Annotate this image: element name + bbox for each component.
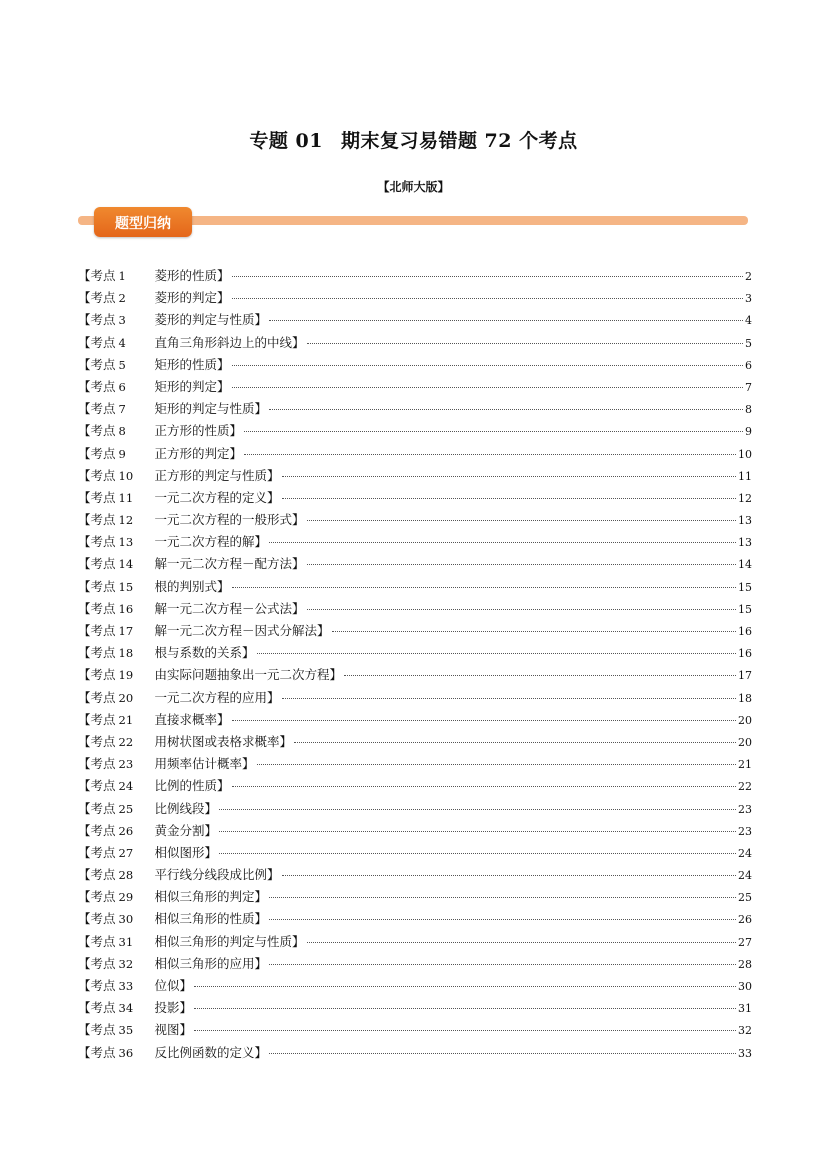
toc-entry[interactable]: [78, 488, 752, 510]
toc-entry-number: 3: [118, 313, 126, 328]
toc-entry-page: 31: [738, 1002, 752, 1016]
toc-entry-number: 19: [118, 668, 134, 683]
toc-dot-leader: [282, 476, 736, 477]
toc-entry-page: 8: [745, 403, 752, 417]
toc-entry-title: 解一元二次方程－配方法: [154, 556, 293, 572]
toc-entry[interactable]: [78, 799, 752, 821]
toc-entry-number: 10: [118, 468, 134, 483]
toc-entry-number: 31: [118, 934, 134, 949]
toc-open-bracket: 【: [78, 556, 91, 572]
toc-open-bracket: 【: [78, 578, 91, 594]
toc-dot-leader: [257, 764, 736, 765]
toc-open-bracket: 【: [78, 667, 91, 683]
toc-entry-page: 23: [738, 802, 752, 816]
toc-entry-number: 1: [118, 269, 126, 283]
toc-entry-title: 相似三角形的应用: [154, 955, 255, 971]
toc-dot-leader: [332, 631, 736, 632]
toc-open-bracket: 【: [78, 1022, 91, 1038]
toc-prefix: 考点: [90, 556, 116, 572]
toc-entry[interactable]: [78, 732, 752, 754]
toc-entry-number: 15: [118, 579, 134, 594]
toc-entry-title: 解一元二次方程－因式分解法: [154, 623, 318, 638]
toc-prefix: 考点: [90, 822, 116, 838]
toc-dot-leader: [257, 653, 736, 654]
toc-entry-title: 黄金分割: [154, 822, 205, 838]
toc-entry-number: 14: [118, 557, 134, 572]
toc-close-bracket: 】: [217, 356, 230, 372]
toc-entry-title: 相似三角形的判定与性质: [154, 933, 293, 949]
toc-entry-number: 20: [118, 690, 134, 705]
toc-dot-leader: [282, 498, 736, 499]
toc-close-bracket: 】: [292, 600, 305, 616]
toc-entry-page: 3: [745, 292, 752, 306]
toc-prefix: 考点: [90, 889, 116, 905]
toc-prefix: 考点: [90, 978, 116, 993]
toc-entry-page: 25: [738, 891, 752, 905]
toc-entry-title: 直接求概率: [154, 711, 218, 727]
toc-entry-title: 菱形的性质: [154, 268, 218, 283]
toc-dot-leader: [244, 431, 743, 432]
toc-entry-title: 相似图形: [154, 844, 205, 860]
toc-entry[interactable]: [78, 355, 752, 377]
toc-close-bracket: 】: [179, 1000, 193, 1016]
toc-dot-leader: [232, 720, 736, 721]
toc-entry-number: 34: [118, 1001, 134, 1016]
toc-prefix: 考点: [90, 334, 116, 350]
toc-close-bracket: 】: [254, 955, 268, 971]
toc-entry[interactable]: [78, 976, 752, 998]
toc-close-bracket: 】: [254, 534, 268, 550]
toc-open-bracket: 【: [78, 1044, 91, 1060]
toc-entry-number: 36: [118, 1045, 134, 1060]
toc-prefix: 考点: [90, 445, 116, 461]
toc-open-bracket: 【: [78, 467, 91, 483]
toc-entry-title: 用树状图或表格求概率: [154, 733, 280, 749]
toc-dot-leader: [232, 387, 743, 388]
toc-open-bracket: 【: [78, 401, 91, 417]
toc-dot-leader: [282, 698, 736, 699]
toc-open-bracket: 【: [78, 600, 91, 616]
toc-entry[interactable]: [78, 643, 752, 665]
toc-prefix: 考点: [90, 689, 116, 705]
toc-entry[interactable]: [78, 776, 752, 798]
toc-entry[interactable]: [78, 843, 752, 865]
toc-entry-title: 视图: [154, 1022, 180, 1038]
toc-dot-leader: [307, 343, 743, 344]
toc-entry-page: 5: [745, 336, 752, 350]
section-banner: [94, 207, 192, 237]
toc-entry-number: 4: [118, 335, 126, 350]
toc-entry-page: 7: [745, 380, 752, 394]
toc-close-bracket: 】: [254, 401, 268, 417]
toc-entry[interactable]: [78, 954, 752, 976]
toc-prefix: 考点: [90, 623, 116, 638]
toc-open-bracket: 【: [78, 955, 91, 971]
toc-entry-page: 20: [738, 713, 752, 727]
toc-prefix: 考点: [90, 534, 116, 550]
toc-prefix: 考点: [90, 312, 116, 328]
toc-entry-title: 一元二次方程的定义: [154, 489, 268, 505]
toc-entry-title: 一元二次方程的解: [154, 534, 255, 550]
toc-open-bracket: 【: [78, 445, 91, 461]
toc-dot-leader: [232, 587, 736, 588]
toc-prefix: 考点: [90, 867, 116, 883]
toc-entry-page: 23: [738, 824, 752, 838]
toc-entry-number: 9: [118, 446, 126, 461]
toc-entry[interactable]: [78, 421, 752, 443]
toc-close-bracket: 】: [292, 933, 305, 949]
edition-label: 【北师大版】: [377, 180, 450, 194]
toc-entry[interactable]: [78, 909, 752, 931]
toc-entry-number: 22: [118, 734, 134, 749]
section-banner-label: 题型归纳: [115, 216, 171, 232]
toc-prefix: 考点: [90, 1044, 116, 1060]
toc-close-bracket: 】: [217, 778, 230, 794]
toc-dot-leader: [269, 964, 736, 965]
toc-entry[interactable]: [78, 266, 752, 288]
toc-entry-title: 根与系数的关系: [154, 645, 243, 661]
toc-dot-leader: [219, 831, 736, 832]
toc-open-bracket: 【: [78, 312, 91, 328]
toc-close-bracket: 】: [292, 556, 305, 572]
toc-entry-title: 解一元二次方程－公式法: [154, 600, 293, 616]
toc-entry-number: 5: [118, 357, 126, 372]
toc-prefix: 考点: [90, 1000, 116, 1016]
toc-prefix: 考点: [90, 489, 116, 505]
toc-entry-page: 10: [738, 447, 752, 461]
toc-close-bracket: 】: [204, 822, 218, 838]
toc-close-bracket: 】: [217, 711, 230, 727]
toc-entry-page: 32: [738, 1024, 752, 1038]
toc-dot-leader: [219, 853, 736, 854]
toc-close-bracket: 】: [217, 268, 230, 283]
toc-entry[interactable]: [78, 288, 752, 310]
toc-entry-number: 12: [118, 513, 134, 528]
toc-prefix: 考点: [90, 600, 116, 616]
toc-entry-title: 反比例函数的定义: [154, 1044, 255, 1060]
toc-entry-title: 相似三角形的判定: [154, 889, 255, 905]
toc-open-bracket: 【: [78, 822, 91, 838]
toc-close-bracket: 】: [267, 867, 280, 883]
toc-entry-page: 24: [738, 869, 752, 883]
toc-open-bracket: 【: [78, 489, 91, 505]
toc-open-bracket: 【: [78, 889, 91, 905]
toc-entry-page: 30: [738, 980, 752, 993]
toc-open-bracket: 【: [78, 512, 91, 528]
toc-entry[interactable]: [78, 865, 752, 887]
toc-entry-title: 用频率估计概率: [154, 756, 243, 772]
toc-entry-page: 15: [738, 580, 752, 594]
toc-prefix: 考点: [90, 578, 116, 594]
toc-entry[interactable]: [78, 399, 752, 421]
toc-entry[interactable]: [78, 599, 752, 621]
toc-entry-page: 11: [738, 469, 752, 483]
toc-open-bracket: 【: [78, 800, 91, 816]
toc-entry[interactable]: [78, 621, 752, 643]
page-title: [0, 126, 827, 153]
toc-entry-number: 25: [118, 801, 134, 816]
toc-prefix: 考点: [90, 756, 116, 772]
toc-prefix: 考点: [90, 512, 116, 528]
toc-open-bracket: 【: [78, 911, 91, 927]
toc-prefix: 考点: [90, 1022, 116, 1038]
toc-dot-leader: [294, 742, 736, 743]
toc-entry-page: 24: [738, 846, 752, 860]
toc-dot-leader: [307, 942, 736, 943]
toc-entry-number: 27: [118, 845, 134, 860]
toc-dot-leader: [282, 875, 736, 876]
toc-entry-number: 33: [118, 979, 134, 993]
toc-entry-number: 18: [118, 646, 134, 661]
toc-entry-number: 24: [118, 779, 134, 794]
toc-entry[interactable]: [78, 554, 752, 576]
toc-entry[interactable]: [78, 310, 752, 332]
toc-close-bracket: 】: [254, 889, 268, 905]
toc-open-bracket: 【: [78, 733, 91, 749]
toc-open-bracket: 【: [78, 534, 91, 550]
toc-prefix: 考点: [90, 933, 116, 949]
toc-prefix: 考点: [90, 711, 116, 727]
toc-dot-leader: [269, 320, 743, 321]
toc-entry-title: 相似三角形的性质: [154, 911, 255, 927]
toc-entry-page: 16: [738, 625, 752, 638]
toc-entry[interactable]: [78, 333, 752, 355]
toc-entry-title: 由实际问题抽象出一元二次方程: [154, 667, 330, 683]
toc-open-bracket: 【: [78, 844, 91, 860]
toc-entry-page: 15: [738, 602, 752, 616]
toc-prefix: 考点: [90, 268, 116, 283]
toc-entry[interactable]: [78, 998, 752, 1020]
toc-entry[interactable]: [78, 665, 752, 687]
toc-dot-leader: [232, 365, 743, 366]
toc-open-bracket: 【: [78, 689, 91, 705]
toc-prefix: 考点: [90, 667, 116, 683]
toc-prefix: 考点: [90, 645, 116, 661]
toc-entry-page: 4: [745, 314, 752, 328]
toc-entry-title: 菱形的判定: [154, 290, 218, 306]
toc-entry-page: 6: [745, 358, 752, 372]
toc-entry-title: 比例的性质: [154, 778, 218, 794]
toc-entry-title: 菱形的判定与性质: [154, 312, 255, 328]
toc-entry-number: 2: [118, 291, 126, 306]
toc-dot-leader: [194, 1030, 736, 1031]
toc-entry[interactable]: [78, 377, 752, 399]
toc-prefix: 考点: [90, 356, 116, 372]
toc-entry[interactable]: [78, 444, 752, 466]
toc-entry-page: 9: [745, 425, 752, 439]
toc-close-bracket: 】: [267, 489, 280, 505]
toc-dot-leader: [269, 1053, 736, 1054]
toc-entry-number: 11: [118, 490, 134, 505]
toc-prefix: 考点: [90, 778, 116, 794]
toc-entry-title: 平行线分线段成比例: [154, 867, 268, 883]
toc-entry-number: 8: [118, 424, 126, 439]
toc-entry[interactable]: [78, 821, 752, 843]
toc-dot-leader: [269, 919, 736, 920]
toc-open-bracket: 【: [78, 378, 91, 394]
toc-close-bracket: 】: [292, 512, 305, 528]
toc-entry-title: 一元二次方程的一般形式: [154, 512, 293, 528]
toc-entry-number: 28: [118, 868, 134, 883]
toc-entry-page: 14: [738, 558, 752, 572]
title-main: 期末复习易错题 72 个考点: [340, 130, 578, 152]
toc-dot-leader: [194, 986, 736, 987]
toc-entry-title: 矩形的判定: [154, 378, 218, 394]
toc-dot-leader: [232, 298, 743, 299]
toc-open-bracket: 【: [78, 978, 91, 993]
toc-dot-leader: [269, 542, 736, 543]
toc-close-bracket: 】: [279, 733, 293, 749]
toc-dot-leader: [194, 1008, 736, 1009]
toc-entry-number: 26: [118, 823, 134, 838]
toc-entry-number: 16: [118, 601, 134, 616]
toc-entry-number: 21: [118, 712, 134, 727]
toc-entry-number: 17: [118, 624, 134, 638]
toc-open-bracket: 【: [78, 933, 91, 949]
toc-entry-title: 投影: [154, 1000, 180, 1016]
toc-close-bracket: 】: [254, 1044, 268, 1060]
toc-prefix: 考点: [90, 423, 116, 439]
toc-entry-page: 22: [738, 780, 752, 794]
toc-close-bracket: 】: [229, 423, 243, 439]
toc-dot-leader: [307, 609, 736, 610]
toc-close-bracket: 】: [254, 312, 268, 328]
toc-close-bracket: 】: [317, 623, 330, 638]
toc-open-bracket: 【: [78, 268, 91, 283]
table-of-contents: [78, 266, 752, 1065]
toc-entry-title: 一元二次方程的应用: [154, 689, 268, 705]
toc-entry[interactable]: [78, 510, 752, 532]
toc-close-bracket: 】: [267, 689, 280, 705]
toc-prefix: 考点: [90, 467, 116, 483]
toc-close-bracket: 】: [242, 645, 255, 661]
toc-close-bracket: 】: [329, 667, 343, 683]
toc-open-bracket: 【: [78, 423, 91, 439]
toc-dot-leader: [269, 409, 743, 410]
toc-open-bracket: 【: [78, 711, 91, 727]
toc-prefix: 考点: [90, 733, 116, 749]
toc-entry-page: 16: [738, 647, 752, 661]
toc-close-bracket: 】: [179, 978, 193, 993]
toc-entry[interactable]: [78, 1043, 752, 1065]
toc-close-bracket: 】: [179, 1022, 193, 1038]
toc-close-bracket: 】: [254, 911, 268, 927]
toc-open-bracket: 【: [78, 290, 91, 306]
toc-entry[interactable]: [78, 710, 752, 732]
toc-open-bracket: 【: [78, 356, 91, 372]
toc-close-bracket: 】: [217, 578, 230, 594]
toc-open-bracket: 【: [78, 623, 91, 638]
toc-entry-number: 23: [118, 757, 134, 772]
toc-entry-title: 正方形的性质: [154, 423, 230, 439]
toc-dot-leader: [232, 786, 736, 787]
toc-open-bracket: 【: [78, 756, 91, 772]
toc-close-bracket: 】: [204, 800, 218, 816]
toc-entry[interactable]: [78, 932, 752, 954]
toc-open-bracket: 【: [78, 1000, 91, 1016]
toc-prefix: 考点: [90, 911, 116, 927]
toc-close-bracket: 】: [204, 844, 218, 860]
toc-dot-leader: [344, 675, 736, 676]
toc-entry-page: 27: [738, 935, 752, 949]
toc-entry[interactable]: [78, 1020, 752, 1042]
toc-entry-page: 18: [738, 691, 752, 705]
toc-entry-title: 正方形的判定与性质: [154, 467, 268, 483]
toc-open-bracket: 【: [78, 645, 91, 661]
toc-entry[interactable]: [78, 688, 752, 710]
toc-entry-title: 正方形的判定: [154, 445, 230, 461]
toc-prefix: 考点: [90, 401, 116, 417]
toc-entry-number: 35: [118, 1023, 134, 1038]
toc-close-bracket: 】: [217, 378, 230, 394]
toc-entry-title: 矩形的判定与性质: [154, 401, 255, 417]
toc-entry-page: 21: [738, 758, 752, 772]
title-prefix: 专题 01: [249, 130, 323, 152]
toc-open-bracket: 【: [78, 867, 91, 883]
toc-entry-title: 位似: [154, 978, 180, 993]
toc-entry-page: 33: [738, 1046, 752, 1060]
toc-entry[interactable]: [78, 577, 752, 599]
toc-entry-number: 29: [118, 890, 134, 905]
toc-entry-page: 13: [738, 536, 752, 550]
toc-entry-title: 比例线段: [154, 800, 205, 816]
toc-entry-number: 32: [118, 956, 134, 971]
toc-close-bracket: 】: [292, 334, 305, 350]
toc-entry-title: 直角三角形斜边上的中线: [154, 334, 293, 350]
toc-dot-leader: [219, 809, 736, 810]
toc-entry-number: 7: [118, 402, 126, 417]
toc-entry-number: 30: [118, 912, 134, 927]
toc-entry-title: 根的判别式: [154, 578, 218, 594]
toc-entry[interactable]: [78, 887, 752, 909]
toc-entry-page: 12: [738, 491, 752, 505]
toc-prefix: 考点: [90, 800, 116, 816]
toc-open-bracket: 【: [78, 334, 91, 350]
toc-dot-leader: [307, 564, 736, 565]
toc-entry-title: 矩形的性质: [154, 356, 218, 372]
toc-entry-number: 6: [118, 379, 126, 394]
toc-entry-number: 13: [118, 535, 134, 550]
toc-entry[interactable]: [78, 466, 752, 488]
toc-close-bracket: 】: [217, 290, 230, 306]
toc-entry-page: 28: [738, 957, 752, 971]
toc-dot-leader: [244, 454, 736, 455]
toc-entry[interactable]: [78, 532, 752, 554]
toc-close-bracket: 】: [242, 756, 255, 772]
toc-close-bracket: 】: [267, 467, 280, 483]
toc-prefix: 考点: [90, 844, 116, 860]
toc-prefix: 考点: [90, 378, 116, 394]
toc-entry[interactable]: [78, 754, 752, 776]
toc-entry-page: 20: [738, 735, 752, 749]
toc-entry-page: 2: [745, 270, 752, 283]
toc-open-bracket: 【: [78, 778, 91, 794]
toc-entry-page: 17: [738, 669, 752, 683]
toc-entry-page: 26: [738, 913, 752, 927]
toc-dot-leader: [307, 520, 736, 521]
toc-close-bracket: 】: [229, 445, 243, 461]
toc-dot-leader: [232, 276, 743, 277]
toc-prefix: 考点: [90, 955, 116, 971]
toc-dot-leader: [269, 897, 736, 898]
toc-entry-page: 13: [738, 514, 752, 528]
toc-prefix: 考点: [90, 290, 116, 306]
